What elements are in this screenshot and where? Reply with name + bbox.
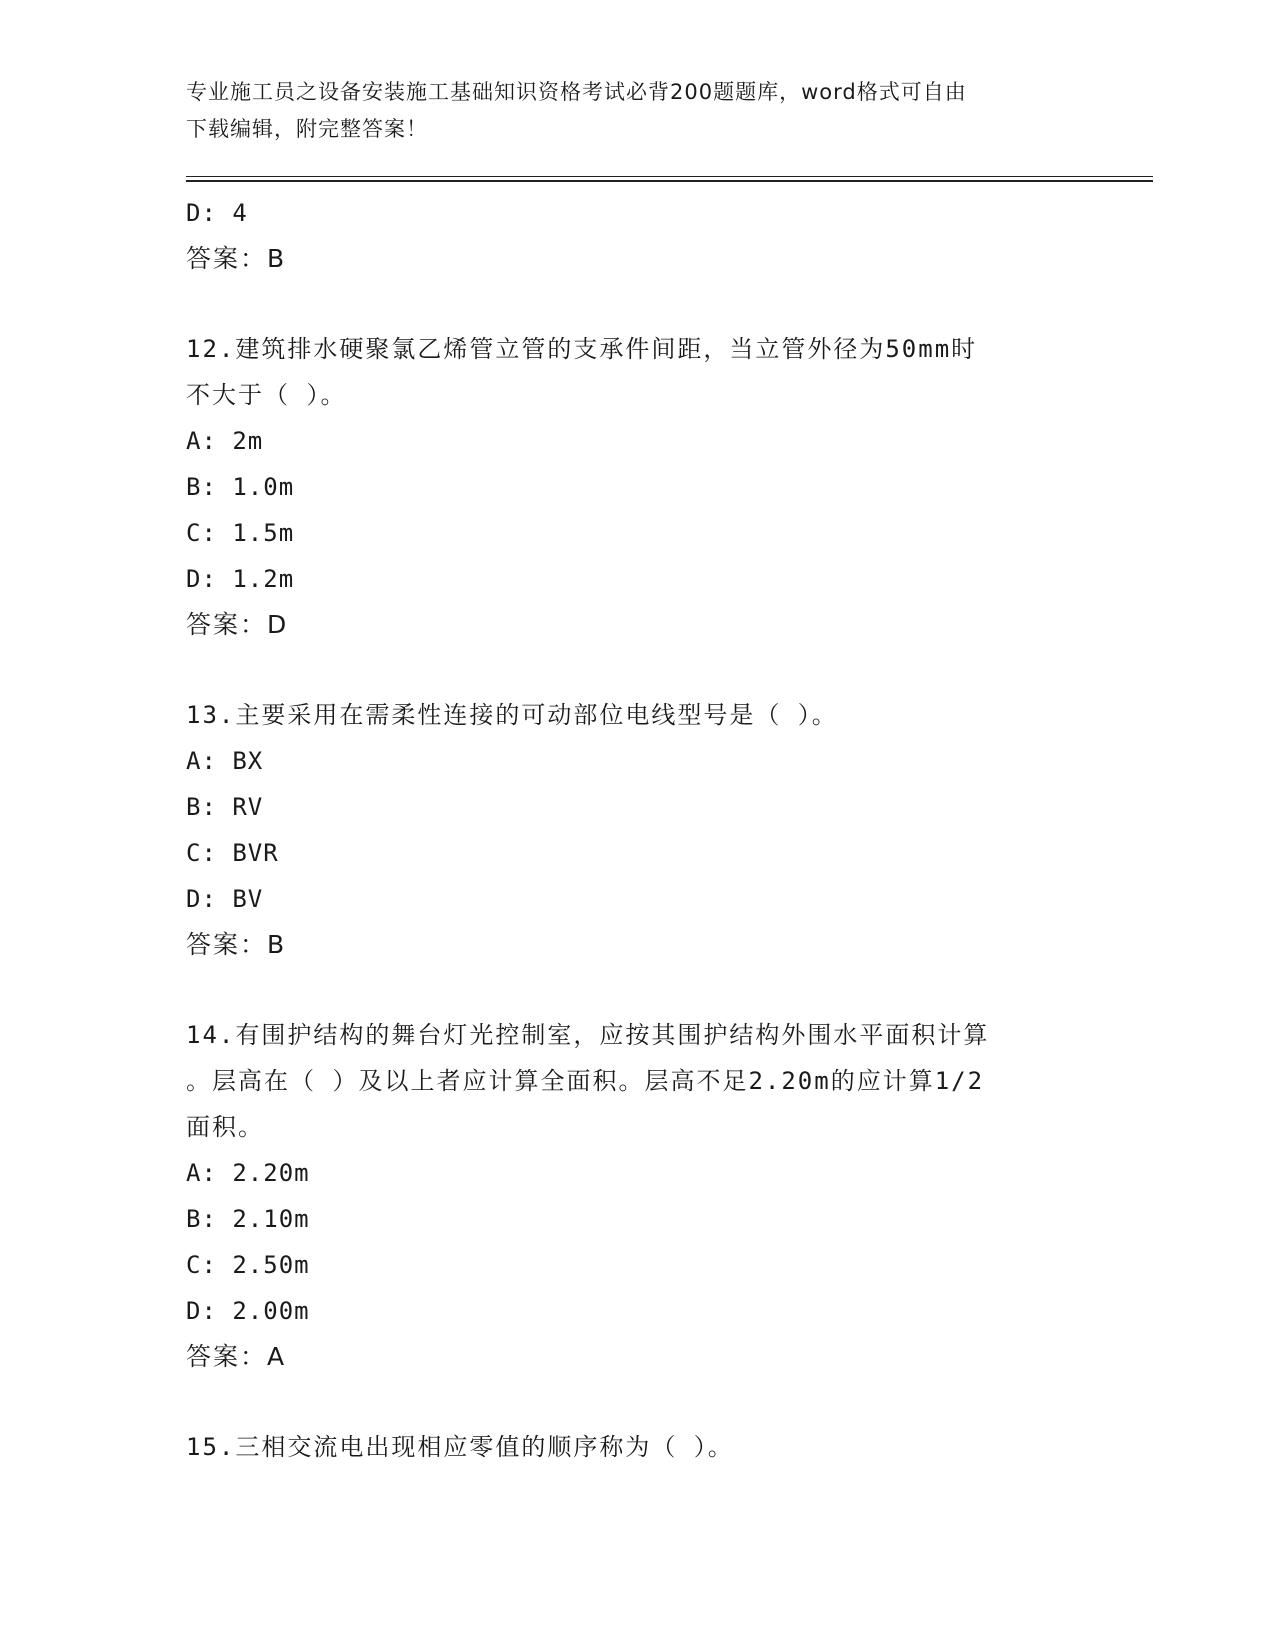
option-d: D: BV <box>186 885 264 913</box>
header-divider-thin <box>186 176 1153 177</box>
document-header <box>186 74 1086 148</box>
question-11-tail <box>186 190 1086 282</box>
option-c: C: BVR <box>186 839 279 867</box>
question-14 <box>186 1012 1086 1380</box>
question-text-line: 。层高在（ ）及以上者应计算全面积。层高不足2.20m的应计算1/2 <box>186 1067 985 1095</box>
question-text <box>186 692 1066 738</box>
option-c: C: 2.50m <box>186 1251 310 1279</box>
option-a: A: 2.20m <box>186 1159 310 1187</box>
question-text <box>186 1012 1066 1150</box>
question-text <box>186 1424 1066 1470</box>
option-d: D: 2.00m <box>186 1297 310 1325</box>
answer: 答案：D <box>186 610 289 639</box>
option-a: A: 2m <box>186 427 264 455</box>
header-divider-thick <box>186 180 1153 182</box>
option-b: B: RV <box>186 793 264 821</box>
question-text-line: 13.主要采用在需柔性连接的可动部位电线型号是（ ）。 <box>186 701 838 729</box>
question-list <box>186 190 1086 1470</box>
question-text <box>186 326 1066 418</box>
answer: 答案：B <box>186 930 287 959</box>
question-text-line: 12.建筑排水硬聚氯乙烯管立管的支承件间距，当立管外径为50mm时 <box>186 335 978 363</box>
question-text-line: 不大于（ ）。 <box>186 381 347 409</box>
option-d: D: 4 <box>186 199 248 227</box>
option-d: D: 1.2m <box>186 565 295 593</box>
question-text-line: 15.三相交流电出现相应零值的顺序称为（ ）。 <box>186 1433 734 1461</box>
answer: 答案：A <box>186 1342 287 1371</box>
question-text-line: 面积。 <box>186 1113 264 1141</box>
question-13 <box>186 692 1086 968</box>
header-line-2: 下载编辑，附完整答案！ <box>186 117 428 141</box>
option-b: B: 2.10m <box>186 1205 310 1233</box>
question-12 <box>186 326 1086 648</box>
question-text-line: 14.有围护结构的舞台灯光控制室，应按其围护结构外围水平面积计算 <box>186 1021 990 1049</box>
option-c: C: 1.5m <box>186 519 295 547</box>
option-b: B: 1.0m <box>186 473 295 501</box>
option-a: A: BX <box>186 747 264 775</box>
answer: 答案：B <box>186 244 287 273</box>
question-15 <box>186 1424 1086 1470</box>
header-line-1: 专业施工员之设备安装施工基础知识资格考试必背200题题库，word格式可自由 <box>186 80 967 104</box>
